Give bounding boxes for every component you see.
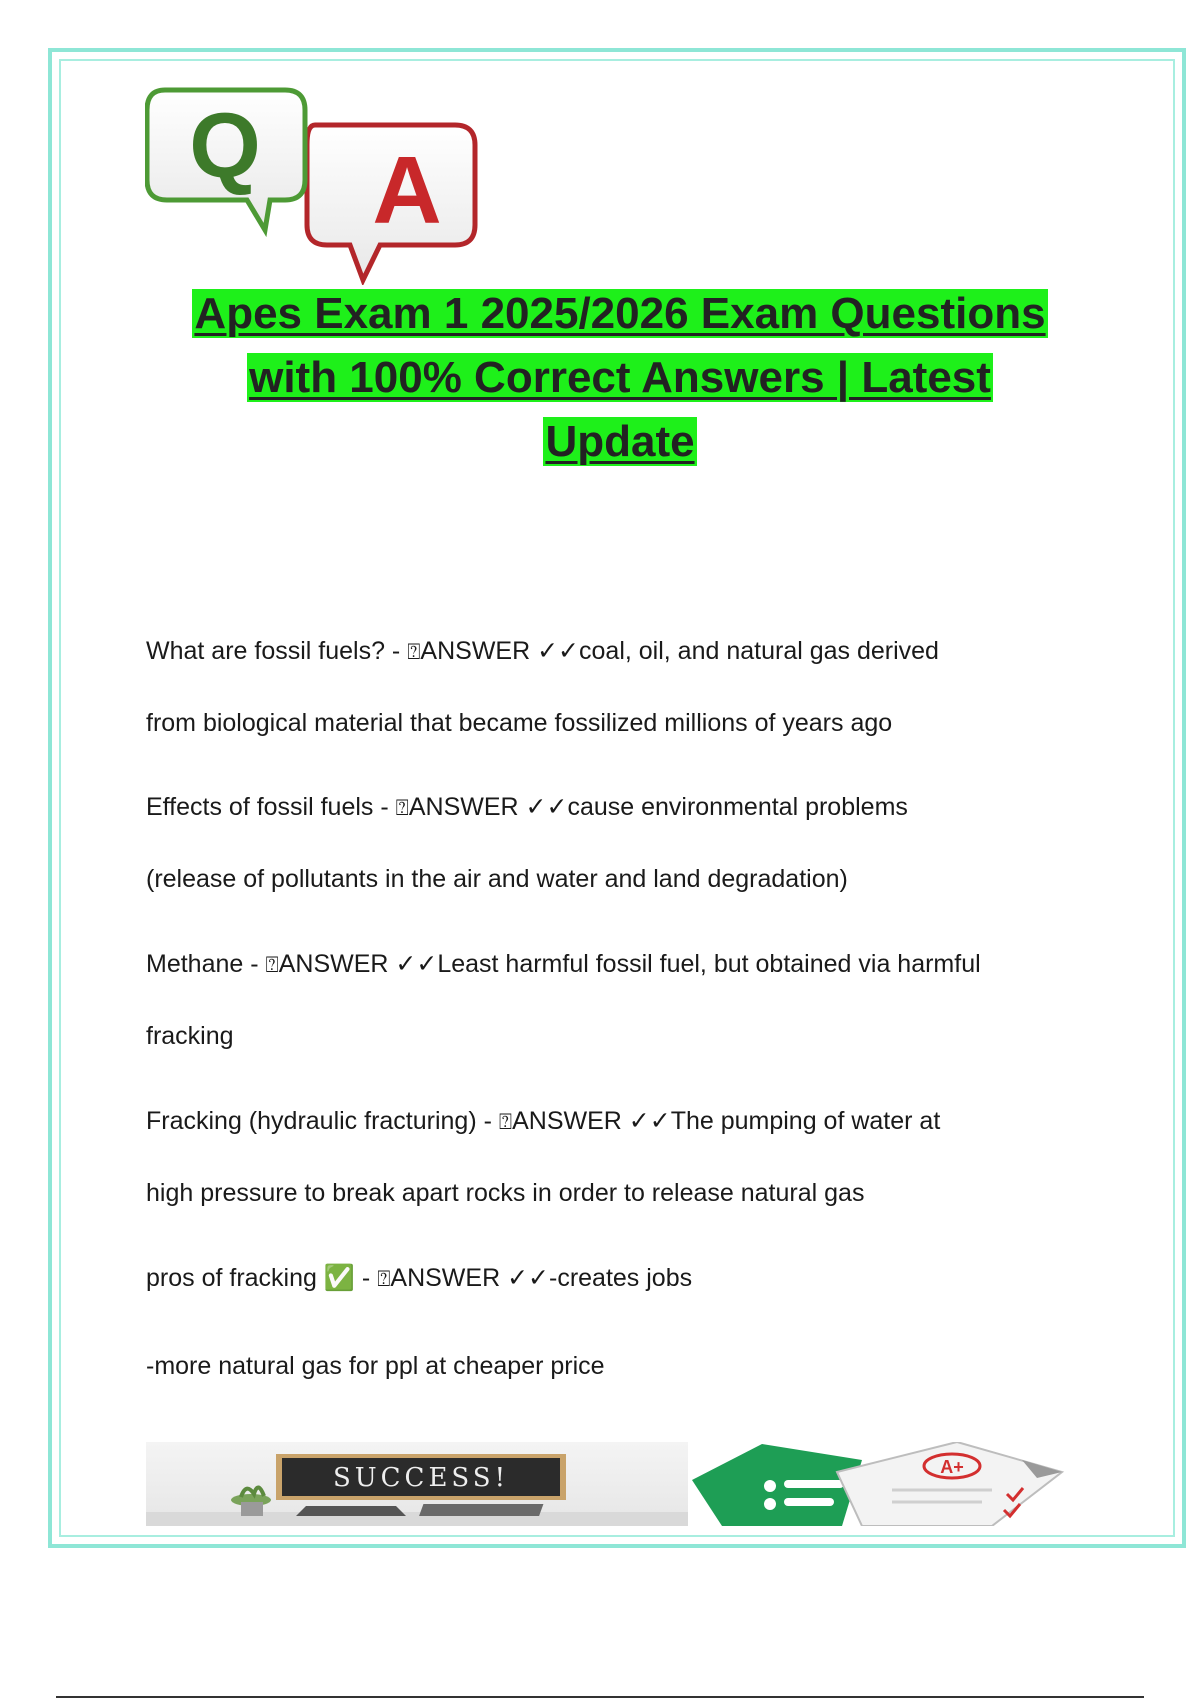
- missing-glyph: ⍰: [377, 1267, 391, 1292]
- answer-marker: ANSWER: [408, 793, 519, 821]
- document-title: [140, 282, 1100, 474]
- qa-item: [146, 615, 1106, 759]
- qa-item: [146, 1085, 1106, 1229]
- check-icon: ✓✓: [507, 1263, 549, 1292]
- answer-continuation: from biological material that became fossilized millions of years ago: [146, 709, 893, 737]
- question-text: pros of fracking ✅ -: [146, 1264, 378, 1292]
- question-text: Methane -: [146, 950, 266, 978]
- qa-item: [146, 928, 1106, 1072]
- missing-glyph: ⍰: [407, 640, 421, 665]
- answer-text: cause environmental problems: [567, 793, 908, 821]
- question-text: Effects of fossil fuels -: [146, 793, 396, 821]
- answer-continuation: fracking: [146, 1022, 234, 1050]
- graded-paper-illustration: [692, 1442, 1084, 1526]
- answer-marker: ANSWER: [420, 637, 531, 665]
- missing-glyph: ⍰: [498, 1110, 513, 1135]
- chalkboard-illustration: [146, 1442, 688, 1526]
- qa-line: [146, 928, 1106, 1001]
- answer-text: coal, oil, and natural gas derived: [579, 637, 939, 665]
- qa-item: [146, 771, 1106, 915]
- answer-text: The pumping of water at: [670, 1107, 941, 1135]
- q-letter: Q: [189, 95, 261, 197]
- chalkboard-text: SUCCESS!: [332, 1463, 510, 1493]
- success-banner-image: [146, 1442, 688, 1526]
- qa-line: [146, 1242, 1106, 1315]
- footer-divider: [56, 1696, 1144, 1698]
- answer-text: Least harmful fossil fuel, but obtained via harmful: [437, 950, 981, 978]
- grade-paper-image: [692, 1442, 1084, 1526]
- qa-line: [146, 771, 1106, 844]
- answer-continuation: high pressure to break apart rocks in order to release natural gas: [146, 1179, 865, 1207]
- answer-continuation: -more natural gas for ppl at cheaper price: [146, 1352, 605, 1380]
- missing-glyph: ⍰: [395, 796, 409, 821]
- title-line-3: Update: [545, 417, 695, 466]
- answer-marker: ANSWER: [512, 1107, 622, 1135]
- a-letter: A: [372, 137, 442, 244]
- answer-continuation: (release of pollutants in the air and water and land degradation): [146, 865, 848, 893]
- title-line-2: with 100% Correct Answers | Latest: [249, 353, 991, 402]
- qa-item: [146, 1242, 1106, 1402]
- qa-line: [146, 615, 1106, 688]
- check-icon: ✓✓: [525, 792, 568, 821]
- question-text: Fracking (hydraulic fracturing) -: [146, 1107, 499, 1135]
- check-icon: ✓✓: [537, 636, 580, 665]
- missing-glyph: ⍰: [265, 953, 279, 978]
- grade-text: A+: [940, 1457, 964, 1477]
- answer-text: -creates jobs: [549, 1264, 693, 1292]
- check-icon: ✓✓: [395, 949, 438, 978]
- qa-line: [146, 1085, 1106, 1158]
- check-icon: ✓✓: [628, 1106, 671, 1135]
- answer-marker: ANSWER: [390, 1264, 501, 1292]
- title-line-1: Apes Exam 1 2025/2026 Exam Questions: [194, 289, 1046, 338]
- answer-marker: ANSWER: [278, 950, 389, 978]
- question-text: What are fossil fuels? -: [146, 637, 408, 665]
- qa-speech-bubbles-icon: [145, 85, 485, 285]
